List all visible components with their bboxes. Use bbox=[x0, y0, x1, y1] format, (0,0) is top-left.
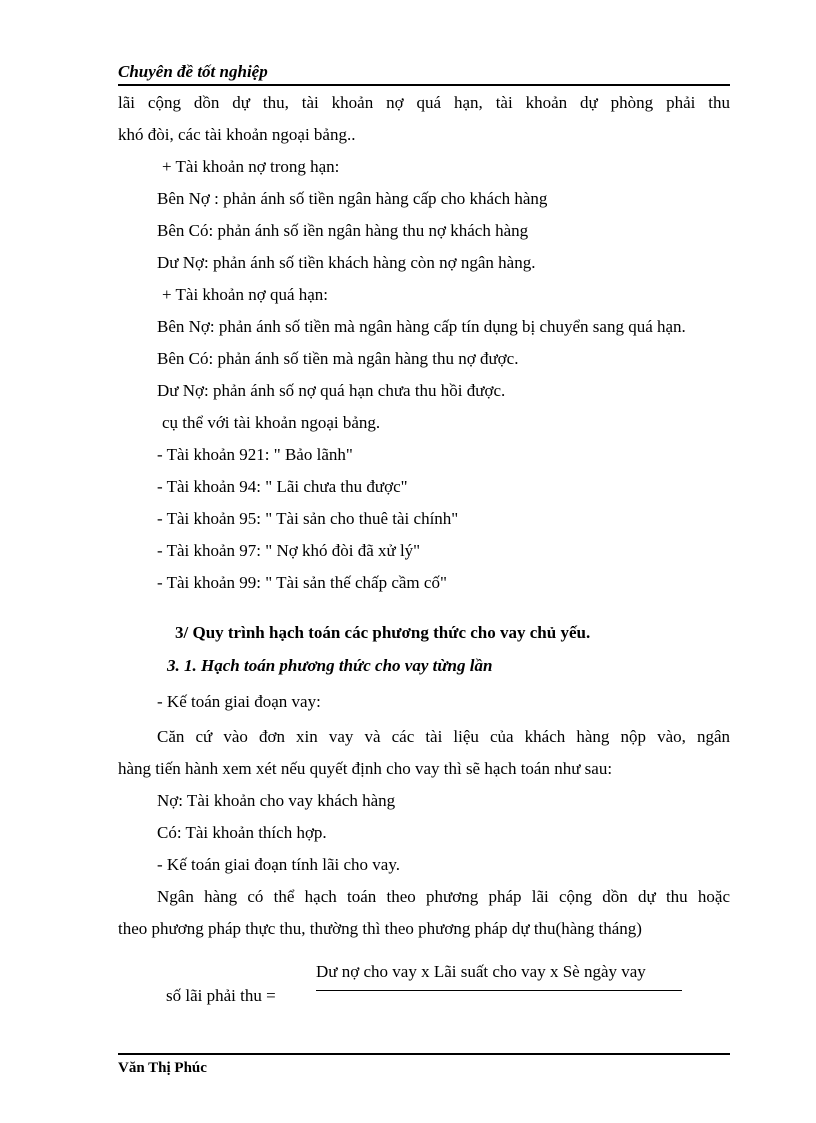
formula-fraction-bar bbox=[316, 990, 682, 991]
paragraph-line: Dư Nợ: phản ánh số nợ quá hạn chưa thu hồi được. bbox=[157, 381, 506, 400]
paragraph-line: - Kế toán giai đoạn tính lãi cho vay. bbox=[157, 855, 400, 874]
paragraph-line: Bên Có: phản ánh số tiền mà ngân hàng thu nợ được. bbox=[157, 349, 519, 368]
paragraph-line: Bên Nợ : phản ánh số tiền ngân hàng cấp cho khách hàng bbox=[157, 189, 548, 208]
paragraph-line: Bên Có: phản ánh số iền ngân hàng thu nợ khách hàng bbox=[157, 221, 529, 240]
paragraph-line: Căn cứ vào đơn xin vay và các tài liệu của khách hàng nộp vào, ngân bbox=[157, 727, 730, 746]
paragraph-line: theo phương pháp thực thu, thường thì theo phương pháp dự thu(hàng tháng) bbox=[118, 919, 642, 938]
account-item: - Tài khoản 95: " Tài sản cho thuê tài chính" bbox=[157, 509, 459, 528]
paragraph-line: - Kế toán giai đoạn vay: bbox=[157, 692, 321, 711]
footer-author: Văn Thị Phúc bbox=[118, 1060, 207, 1076]
paragraph-line: Ngân hàng có thể hạch toán theo phương pháp lãi cộng dồn dự thu hoặc bbox=[157, 887, 730, 906]
paragraph-line: + Tài khoản nợ trong hạn: bbox=[162, 157, 340, 176]
paragraph-line: Bên Nợ: phản ánh số tiền mà ngân hàng cấp tín dụng bị chuyển sang quá hạn. bbox=[157, 317, 686, 336]
header-rule bbox=[118, 84, 730, 86]
subsection-heading: 3. 1. Hạch toán phương thức cho vay từng lần bbox=[167, 656, 493, 675]
paragraph-line: lãi cộng dồn dự thu, tài khoản nợ quá hạn, tài khoản dự phòng phải thu bbox=[118, 93, 730, 112]
paragraph-line: Dư Nợ: phản ánh số tiền khách hàng còn nợ ngân hàng. bbox=[157, 253, 536, 272]
footer-rule bbox=[118, 1053, 730, 1055]
formula-numerator: Dư nợ cho vay x Lãi suất cho vay x Sè ngày vay bbox=[316, 962, 646, 981]
paragraph-line: cụ thể với tài khoản ngoại bảng. bbox=[162, 413, 381, 432]
formula-lhs: số lãi phải thu = bbox=[166, 986, 276, 1005]
section-heading: 3/ Quy trình hạch toán các phương thức cho vay chủ yếu. bbox=[175, 623, 591, 642]
paragraph-line: hàng tiến hành xem xét nếu quyết định cho vay thì sẽ hạch toán như sau: bbox=[118, 759, 613, 778]
paragraph-line: khó đòi, các tài khoản ngoại bảng.. bbox=[118, 125, 356, 144]
paragraph-line: Có: Tài khoản thích hợp. bbox=[157, 823, 327, 842]
account-item: - Tài khoản 921: " Bảo lãnh" bbox=[157, 445, 353, 464]
paragraph-line: + Tài khoản nợ quá hạn: bbox=[162, 285, 329, 304]
account-item: - Tài khoản 97: " Nợ khó đòi đã xử lý" bbox=[157, 541, 421, 560]
account-item: - Tài khoản 99: " Tài sản thế chấp cầm cố" bbox=[157, 573, 447, 592]
account-item: - Tài khoản 94: " Lãi chưa thu được" bbox=[157, 477, 408, 496]
page-header-title: Chuyên đề tốt nghiệp bbox=[118, 62, 268, 81]
paragraph-line: Nợ: Tài khoản cho vay khách hàng bbox=[157, 791, 396, 810]
